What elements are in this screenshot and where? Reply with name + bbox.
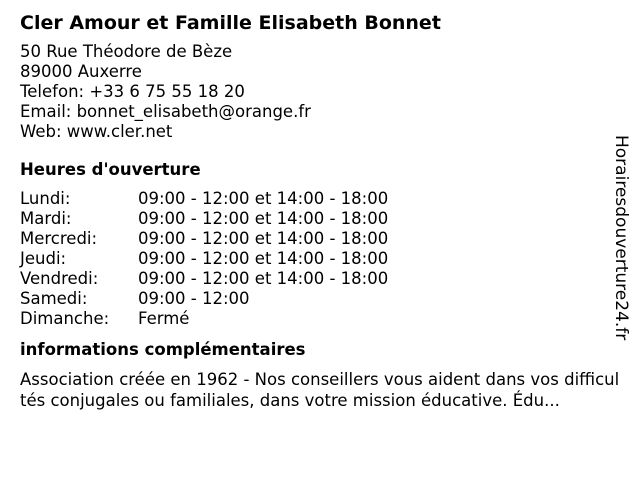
day-hours: 09:00 - 12:00 et 14:00 - 18:00 (138, 249, 389, 268)
hours-heading: Heures d'ouverture (20, 160, 201, 179)
hours-row-monday (20, 189, 388, 209)
day-hours: Fermé (138, 309, 190, 328)
info-heading: informations complémentaires (20, 340, 306, 359)
hours-row-wednesday (20, 229, 388, 249)
day-label: Mardi: (20, 209, 72, 228)
day-hours: 09:00 - 12:00 (138, 289, 250, 308)
business-name: Cler Amour et Famille Elisabeth Bonnet (20, 12, 441, 34)
day-label: Samedi: (20, 289, 88, 308)
info-description: Association créée en 1962 - Nos conseillers vous aident dans vos difficultés conjugales ou familiales, dans votre mission éducative. Édu... (20, 370, 620, 410)
web-line: Web: www.cler.net (20, 122, 173, 141)
hours-row-sunday (20, 309, 388, 329)
day-hours: 09:00 - 12:00 et 14:00 - 18:00 (138, 269, 389, 288)
day-label: Jeudi: (20, 249, 67, 268)
hours-table (20, 189, 388, 329)
hours-row-friday (20, 269, 388, 289)
street-address: 50 Rue Théodore de Bèze (20, 42, 233, 61)
email-line: Email: bonnet_elisabeth@orange.fr (20, 102, 311, 121)
day-hours: 09:00 - 12:00 et 14:00 - 18:00 (138, 229, 389, 248)
hours-row-saturday (20, 289, 388, 309)
phone-line: Telefon: +33 6 75 55 18 20 (20, 82, 245, 101)
site-watermark: Horairesdouverture24.fr (611, 135, 631, 341)
city-postal: 89000 Auxerre (20, 62, 142, 81)
address-block (20, 42, 620, 142)
hours-row-tuesday (20, 209, 388, 229)
day-label: Mercredi: (20, 229, 98, 248)
day-hours: 09:00 - 12:00 et 14:00 - 18:00 (138, 189, 389, 208)
day-hours: 09:00 - 12:00 et 14:00 - 18:00 (138, 209, 389, 228)
day-label: Vendredi: (20, 269, 99, 288)
business-card (20, 10, 620, 411)
day-label: Dimanche: (20, 309, 110, 328)
day-label: Lundi: (20, 189, 71, 208)
hours-row-thursday (20, 249, 388, 269)
